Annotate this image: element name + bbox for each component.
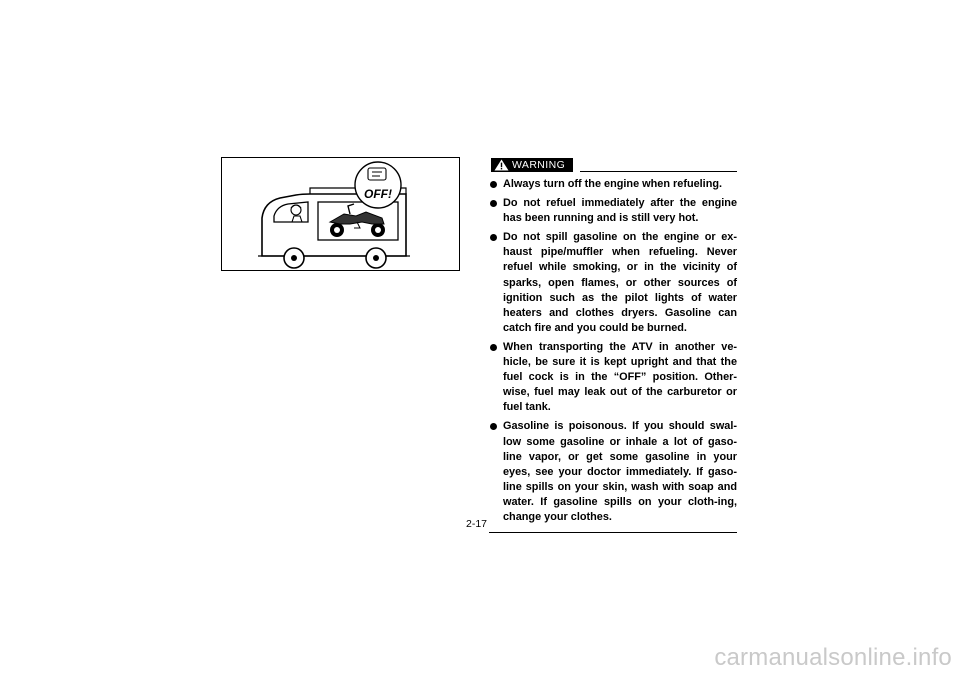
warning-badge — [491, 158, 573, 172]
warning-triangle-icon — [494, 159, 509, 171]
warning-item-text: Gasoline is poisonous. If you should swal-low some gasoline or inhale a lot of gaso-line vapor, or get some gasoline in your eyes, see your doctor immediately. If gaso-line spills on your skin, wash with soap and water. If gasoline spills on your cloth-ing, change your clothes. — [503, 420, 737, 523]
off-sticker-text: OFF! — [364, 187, 392, 201]
bullet-icon — [490, 344, 497, 351]
warning-item — [489, 340, 737, 415]
warning-item — [489, 177, 737, 192]
atv-in-van-illustration — [222, 158, 459, 270]
illustration-figure — [221, 157, 460, 271]
watermark: carmanualsonline.info — [714, 644, 952, 671]
warning-item-text: Always turn off the engine when refueling. — [503, 178, 723, 190]
warning-top-rule — [580, 171, 737, 172]
warning-header — [489, 158, 737, 172]
warning-list — [489, 177, 737, 525]
bullet-icon — [490, 423, 497, 430]
warning-item — [489, 419, 737, 525]
warning-item-text: Do not spill gasoline on the engine or ex-haust pipe/muffler when refueling. Never refuel while smoking, or in the vicinity of sparks, open flames, or other sources of ignition such as the pilot lights of water heaters and clothes dryers. Gasoline can catch fire and you could be burned. — [503, 231, 737, 334]
warning-item — [489, 196, 737, 226]
warning-item-text: When transporting the ATV in another ve-hicle, be sure it is kept upright and that the fuel cock is in the “OFF” position. Other-wise, fuel may leak out of the carburetor or fuel tank. — [503, 340, 737, 414]
warning-label: WARNING — [512, 159, 566, 171]
page-number: 2-17 — [466, 518, 488, 530]
warning-item-text: Do not refuel immediately after the engine has been running and is still very hot. — [503, 197, 737, 225]
bullet-icon — [490, 234, 497, 241]
bullet-icon — [490, 200, 497, 207]
bullet-icon — [490, 181, 497, 188]
warning-item — [489, 230, 737, 336]
warning-bottom-rule — [489, 532, 737, 533]
warning-section — [489, 158, 737, 533]
